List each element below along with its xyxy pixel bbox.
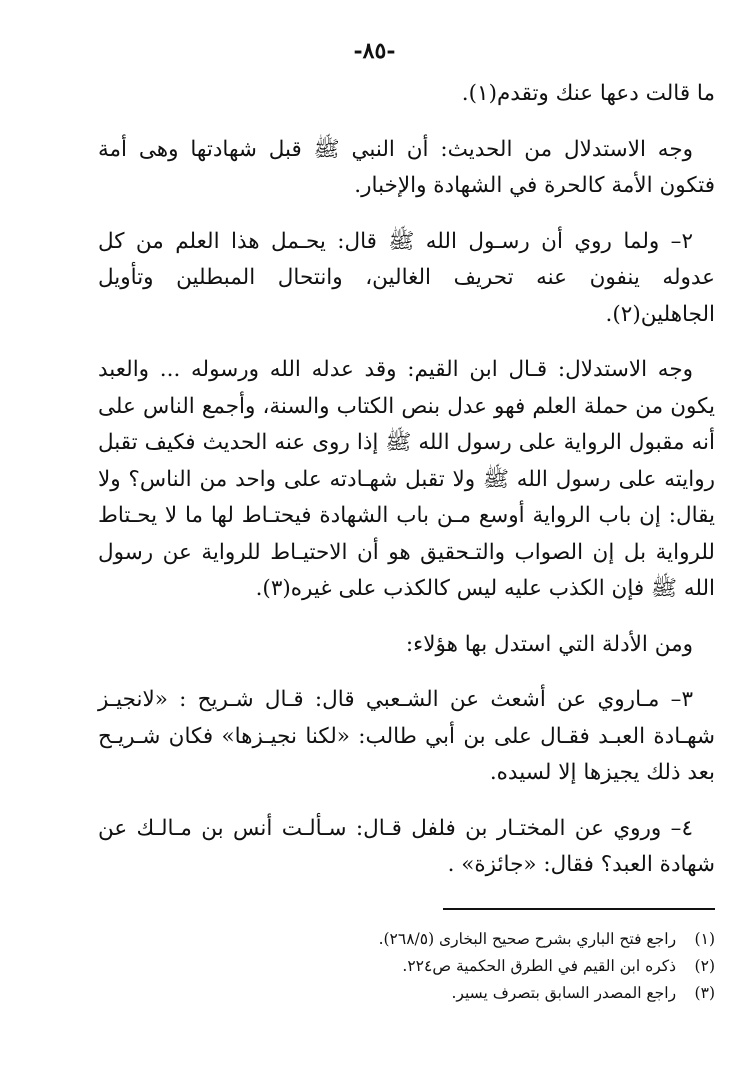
footnote-text: راجع فتح الباري بشرح صحيح البخارى (٢٦٨/٥). xyxy=(378,930,677,948)
page-number: -٨٥- xyxy=(353,38,396,64)
footnote-item xyxy=(98,926,715,953)
footnote-number: (٣) xyxy=(694,984,715,1002)
footnote-separator xyxy=(443,908,715,910)
footnote-text: ذكره ابن القيم في الطرق الحكمية ص٢٢٤. xyxy=(402,957,677,975)
main-text xyxy=(98,76,715,903)
paragraph-hadith-2: ٢– ولما روي أن رسـول الله ﷺ قال: يحـمل هذا العلم من كل عدوله ينفون عنه تحريف الغالين، وانتحال المبطلين وتأويل الجاهلين(٢). xyxy=(98,228,715,327)
footnote-text: راجع المصدر السابق بتصرف يسير. xyxy=(451,984,677,1002)
paragraph-quote-end: ما قالت دعها عنك وتقدم(١). xyxy=(461,81,715,106)
footnote-number: (١) xyxy=(694,930,715,948)
paragraph-evidence-heading: ومن الأدلة التي استدل بها هؤلاء: xyxy=(405,631,693,657)
footnote-item xyxy=(98,953,715,980)
paragraph-narration-4: ٤– وروي عن المختـار بن فلفل قـال: سـألـت أنس بن مـالـك عن شهادة العبد؟ فقال: «جائزة» . xyxy=(98,815,715,877)
footnote-item xyxy=(98,980,715,1007)
footnotes xyxy=(98,926,715,1007)
footnote-number: (٢) xyxy=(694,957,715,975)
paragraph-evidence-ibn-qayyim: وجه الاستدلال: قـال ابن القيم: وقد عدله الله ورسوله ... والعبد يكون من حملة العلم فهو عدل بنص الكتاب والسنة، وأجمع الناس على أنه مقبول الرواية على رسول الله ﷺ إذا روى عنه الحديث فكيف تقبل روايته على رسول الله ﷺ ولا تقبل شهـادته على واحد من الناس؟ ولا يقال: إن باب الرواية أوسع مـن باب الشهادة فيحتـاط لها ما لا يحـتاط للرواية بل إن الصواب والتـحقيق هو أن الاحتيـاط للرواية عن رسول الله ﷺ فإن الكذب عليه ليس كالكذب على غيره(٣). xyxy=(98,357,715,601)
paragraph-evidence-1: وجه الاستدلال من الحديث: أن النبي ﷺ قبل شهادتها وهى أمة فتكون الأمة كالحرة في الشهادة والإخبار. xyxy=(98,136,715,198)
paragraph-narration-3: ٣– مـاروي عن أشعث عن الشـعبي قال: قـال شـريح : «لانجيـز شهـادة العبـد فقـال على بن أبي طالب: «لكنا نجيـزها» فكان شـريـح بعد ذلك يجيزها إلا لسيده. xyxy=(98,687,715,785)
